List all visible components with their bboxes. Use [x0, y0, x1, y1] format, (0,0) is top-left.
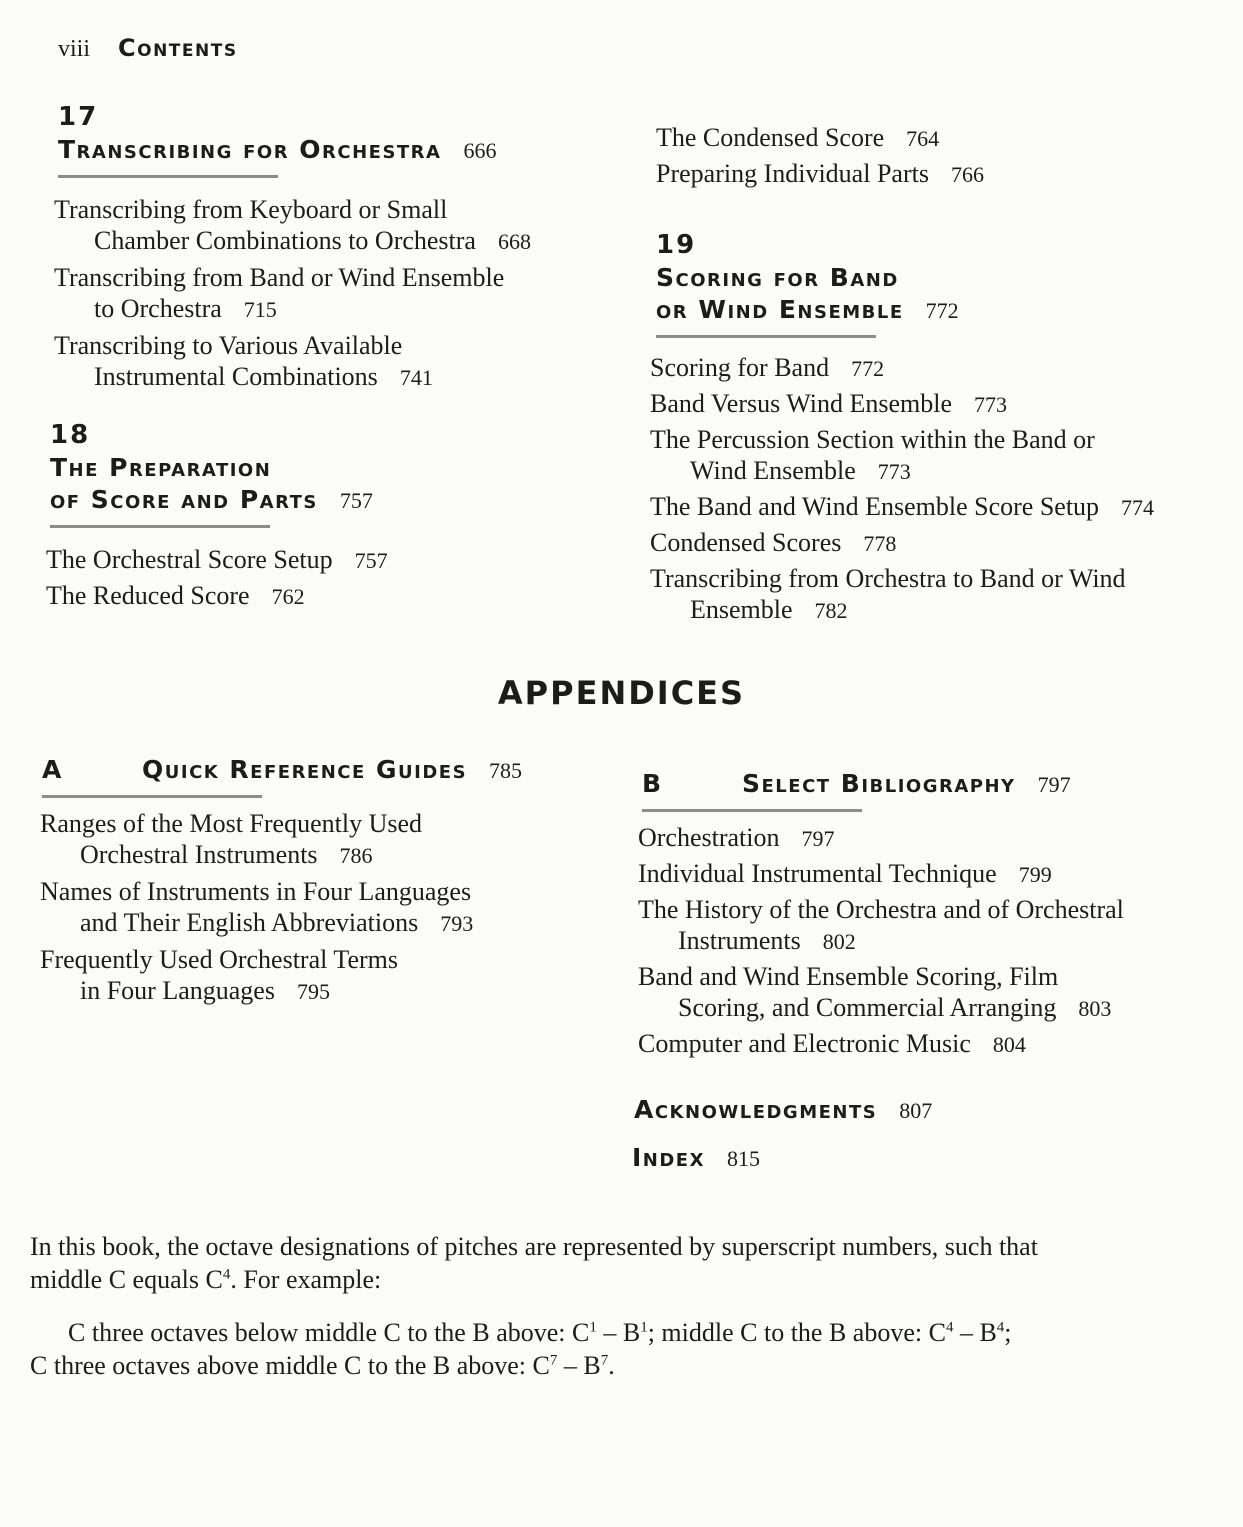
- chapter-rule: [656, 335, 876, 338]
- entry-page: 802: [822, 929, 856, 954]
- entry-page: 668: [497, 229, 531, 254]
- appendix-a-entries: [40, 808, 473, 1007]
- acknowledgments-title: Acknowledgments: [634, 1095, 878, 1124]
- toc-entry[interactable]: [638, 894, 1124, 957]
- appendix-page: 797: [1037, 772, 1071, 797]
- note-text: middle C equals C: [30, 1265, 223, 1294]
- chapter-number: 17: [58, 102, 99, 132]
- appendix-page: 785: [489, 758, 523, 783]
- entry-text-cont: to Orchestra: [94, 294, 222, 323]
- chapter-page: 772: [925, 298, 959, 323]
- appendix-rule: [42, 795, 262, 798]
- note-superscript: 4: [996, 1319, 1005, 1336]
- running-head: [58, 34, 238, 63]
- chapter-18-entries: [46, 544, 388, 612]
- entry-page: 803: [1078, 996, 1112, 1021]
- index-entry[interactable]: [632, 1142, 760, 1175]
- toc-entry[interactable]: [656, 158, 984, 190]
- chapter-number: 18: [50, 420, 91, 450]
- entry-text: Band and Wind Ensemble Scoring, Film: [638, 962, 1059, 991]
- toc-entry[interactable]: [656, 122, 984, 154]
- chapter-rule: [50, 525, 270, 528]
- note-line: In this book, the octave designations of pitches are represented by superscript numbers, such that: [30, 1232, 1038, 1261]
- note-line: [30, 1316, 1200, 1349]
- entry-text: Transcribing from Orchestra to Band or Wind: [650, 564, 1126, 593]
- toc-entry[interactable]: [638, 858, 1124, 890]
- toc-entry[interactable]: [638, 961, 1124, 1024]
- chapter-title: [58, 134, 496, 167]
- entry-page: 757: [354, 548, 388, 573]
- toc-entry[interactable]: [650, 352, 1154, 384]
- toc-entry[interactable]: [650, 424, 1154, 487]
- entry-page: 804: [992, 1032, 1026, 1057]
- appendix-a: [42, 754, 522, 798]
- toc-entry[interactable]: [54, 194, 531, 257]
- entry-text: The Condensed Score: [656, 123, 885, 152]
- chapter-18-entries-continued: [656, 122, 984, 190]
- appendices-heading: APPENDICES: [497, 674, 746, 712]
- chapter-page: 757: [339, 488, 373, 513]
- toc-entry[interactable]: [650, 388, 1154, 420]
- chapter-17-entries: [54, 194, 531, 393]
- appendix-rule: [642, 809, 862, 812]
- appendix-b: [642, 768, 1071, 812]
- entry-text: The Reduced Score: [46, 581, 250, 610]
- chapter-page: 666: [463, 138, 497, 163]
- entry-page: 795: [296, 979, 330, 1004]
- entry-text: Orchestration: [638, 823, 780, 852]
- chapter-title-text: of Score and Parts: [50, 485, 318, 514]
- toc-entry[interactable]: [46, 544, 388, 576]
- entry-page: 786: [339, 843, 373, 868]
- toc-entry[interactable]: [638, 822, 1124, 854]
- toc-entry[interactable]: [650, 491, 1154, 523]
- toc-entry[interactable]: [650, 563, 1154, 626]
- appendix-title: [642, 768, 1071, 801]
- note-text: ;: [1004, 1318, 1012, 1347]
- chapter-18: [50, 420, 373, 528]
- entry-text-cont: Scoring, and Commercial Arranging: [678, 993, 1057, 1022]
- entry-text: The Band and Wind Ensemble Score Setup: [650, 492, 1100, 521]
- appendix-title-text: Quick Reference Guides: [142, 755, 468, 784]
- chapter-19: [656, 230, 959, 338]
- appendix-letter: B: [642, 769, 663, 798]
- note-text: .: [608, 1351, 615, 1380]
- entry-text: Transcribing from Keyboard or Small: [54, 195, 448, 224]
- entry-text: The Orchestral Score Setup: [46, 545, 333, 574]
- note-text: . For example:: [230, 1265, 382, 1294]
- chapter-title-line-2: [50, 484, 373, 517]
- entry-text: Condensed Scores: [650, 528, 842, 557]
- entry-text-cont: Wind Ensemble: [690, 456, 856, 485]
- entry-page: 772: [851, 356, 885, 381]
- note-text: – B: [596, 1318, 641, 1347]
- toc-entry[interactable]: [46, 580, 388, 612]
- entry-page: 782: [814, 598, 848, 623]
- appendix-title: [42, 754, 522, 787]
- entry-text: Frequently Used Orchestral Terms: [40, 945, 398, 974]
- note-line: [30, 1349, 1200, 1382]
- chapter-title-line-1: Scoring for Band: [656, 263, 899, 292]
- entry-text-cont: Instrumental Combinations: [94, 362, 378, 391]
- entry-text-cont: Instruments: [678, 926, 801, 955]
- note-text: C three octaves above middle C to the B above: C: [30, 1351, 550, 1380]
- toc-entry[interactable]: [54, 262, 531, 325]
- entry-page: 797: [801, 826, 835, 851]
- entry-text-cont: in Four Languages: [80, 976, 275, 1005]
- toc-entry[interactable]: [40, 876, 473, 939]
- note-superscript: 4: [222, 1266, 231, 1283]
- entry-text: Individual Instrumental Technique: [638, 859, 997, 888]
- entry-page: 715: [243, 297, 277, 322]
- entry-page: 764: [906, 126, 940, 151]
- note-superscript: 1: [589, 1319, 597, 1336]
- toc-entry[interactable]: [40, 808, 473, 871]
- entry-text: Band Versus Wind Ensemble: [650, 389, 953, 418]
- appendix-letter: A: [42, 755, 63, 784]
- entry-page: 741: [399, 365, 433, 390]
- note-text: – B: [557, 1351, 601, 1380]
- page-folio: viii: [58, 36, 91, 62]
- entry-text: Computer and Electronic Music: [638, 1029, 971, 1058]
- note-superscript: 1: [640, 1319, 648, 1336]
- index-title: Index: [632, 1143, 705, 1172]
- acknowledgments-page: 807: [899, 1098, 933, 1123]
- running-head-title: Contents: [118, 34, 238, 62]
- entry-page: 778: [863, 531, 897, 556]
- note-superscript: 4: [945, 1319, 954, 1336]
- entry-text: Transcribing to Various Available: [54, 331, 403, 360]
- entry-page: 762: [271, 584, 305, 609]
- note-text: – B: [953, 1318, 997, 1347]
- note-superscript: 7: [600, 1352, 609, 1369]
- chapter-title-text: Transcribing for Orchestra: [58, 135, 442, 164]
- entry-page: 766: [950, 162, 984, 187]
- entry-text-cont: Orchestral Instruments: [80, 840, 318, 869]
- entry-text: Transcribing from Band or Wind Ensemble: [54, 263, 505, 292]
- toc-entry[interactable]: [54, 330, 531, 393]
- appendix-title-text: Select Bibliography: [742, 769, 1016, 798]
- note-line: [30, 1263, 1200, 1296]
- entry-text-cont: and Their English Abbreviations: [80, 908, 419, 937]
- toc-entry[interactable]: [650, 527, 1154, 559]
- entry-text: Ranges of the Most Frequently Used: [40, 809, 423, 838]
- entry-page: 773: [877, 459, 911, 484]
- entry-text-cont: Ensemble: [690, 595, 793, 624]
- chapter-title-line-2: [656, 294, 959, 327]
- entry-text: Scoring for Band: [650, 353, 830, 382]
- chapter-19-entries: [650, 352, 1154, 626]
- chapter-17: [58, 102, 496, 178]
- entry-page: 799: [1018, 862, 1052, 887]
- acknowledgments-entry[interactable]: [634, 1094, 932, 1127]
- toc-entry[interactable]: [40, 944, 473, 1007]
- entry-text: The Percussion Section within the Band or: [650, 425, 1095, 454]
- entry-page: 774: [1121, 495, 1155, 520]
- toc-entry[interactable]: [638, 1028, 1124, 1060]
- entry-text: The History of the Orchestra and of Orchestral: [638, 895, 1124, 924]
- index-page: 815: [726, 1146, 760, 1171]
- chapter-number: 19: [656, 230, 697, 260]
- chapter-title-text: or Wind Ensemble: [656, 295, 904, 324]
- note-text: C three octaves below middle C to the B above: C: [68, 1318, 590, 1347]
- entry-text: Names of Instruments in Four Languages: [40, 877, 472, 906]
- chapter-rule: [58, 175, 278, 178]
- note-text: ; middle C to the B above: C: [647, 1318, 946, 1347]
- entry-page: 773: [974, 392, 1008, 417]
- entry-text-cont: Chamber Combinations to Orchestra: [94, 226, 476, 255]
- chapter-title-line-1: The Preparation: [50, 453, 272, 482]
- entry-text: Preparing Individual Parts: [656, 159, 929, 188]
- note-superscript: 7: [549, 1352, 558, 1369]
- octave-note: [30, 1230, 1200, 1382]
- entry-page: 793: [440, 911, 474, 936]
- appendix-b-entries: [638, 822, 1124, 1060]
